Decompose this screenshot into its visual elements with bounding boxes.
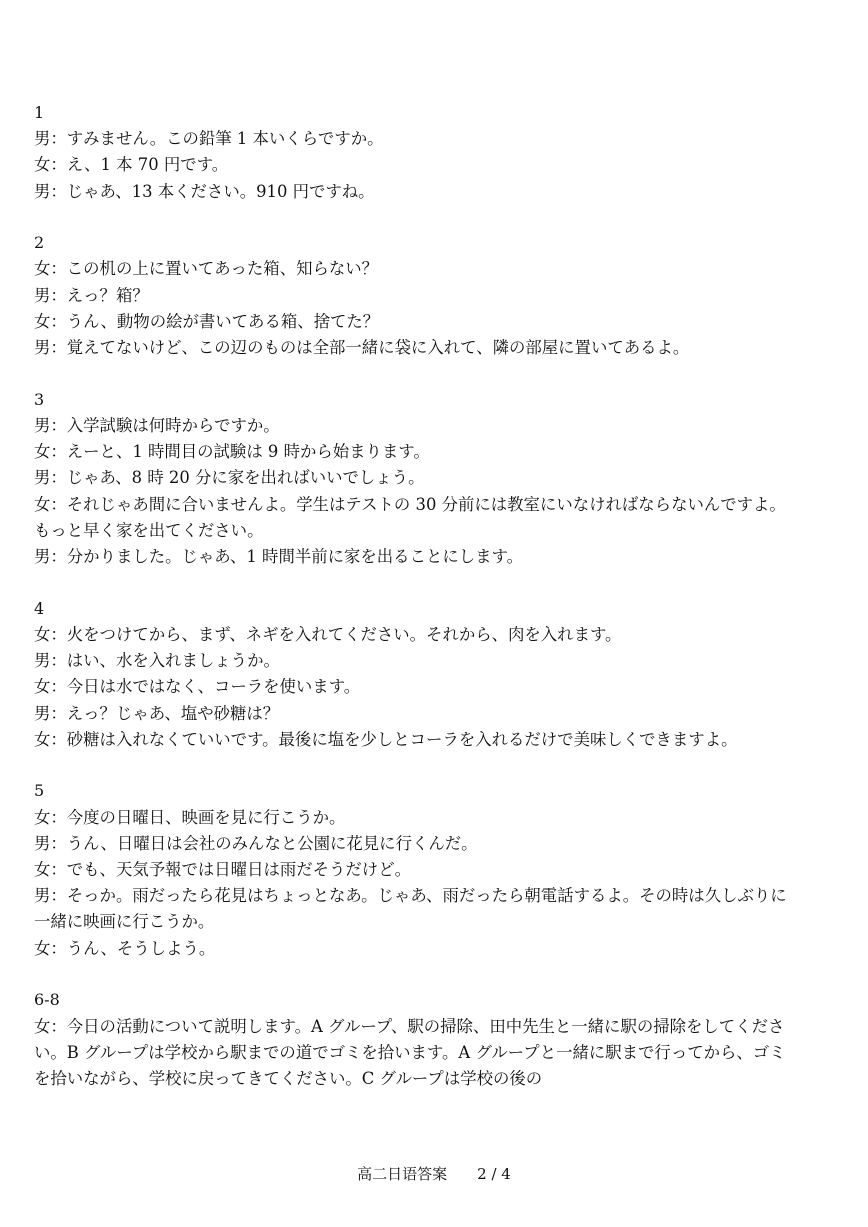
dialogue-line: 女：うん、そうしよう。 [34, 938, 216, 958]
dialogue-line: 男：じゃあ、8 時 20 分に家を出ればいいでしょう。 [34, 468, 425, 488]
dialogue-section-2 [34, 230, 794, 361]
dialogue-line: 女：今日は水ではなく、コーラを使います。 [34, 677, 361, 697]
dialogue-line: 男：じゃあ、13 本ください。910 円ですね。 [34, 181, 375, 201]
section-number: 3 [34, 389, 45, 409]
dialogue-line: 男：えっ？箱？ [34, 285, 149, 305]
dialogue-section-3 [34, 387, 794, 570]
dialogue-line: 女：砂糖は入れなくていいです。最後に塩を少しとコーラを入れるだけで美味しくできますよ。 [34, 729, 738, 749]
dialogue-line: 男：入学試験は何時からですか。 [34, 415, 280, 435]
dialogue-line: 女：それじゃあ間に合いませんよ。学生はテストの 30 分前には教室にいなければならないんですよ。もっと早く家を出てください。 [34, 494, 786, 540]
footer-title: 高二日语答案 [357, 1165, 448, 1183]
page-footer [0, 1163, 868, 1185]
dialogue-section-6-8 [34, 987, 794, 1092]
dialogue-line: 女：え、1 本 70 円です。 [34, 155, 229, 175]
section-number: 6-8 [34, 990, 60, 1010]
section-number: 2 [34, 233, 45, 253]
dialogue-line: 女：火をつけてから、まず、ネギを入れてください。それから、肉を入れます。 [34, 624, 622, 644]
section-number: 5 [34, 781, 45, 801]
dialogue-line: 男：覚えてないけど、この辺のものは全部一緒に袋に入れて、隣の部屋に置いてあるよ。 [34, 338, 690, 358]
dialogue-line: 男：そっか。雨だったら花見はちょっとなあ。じゃあ、雨だったら朝電話するよ。その時は久しぶりに一緒に映画に行こうか。 [34, 886, 787, 932]
dialogue-line: 女：今度の日曜日、映画を見に行こうか。 [34, 807, 346, 827]
dialogue-line: 男：すみません。この鉛筆 1 本いくらですか。 [34, 129, 384, 149]
dialogue-line: 女：この机の上に置いてあった箱、知らない？ [34, 259, 379, 279]
dialogue-section-5 [34, 778, 794, 961]
dialogue-line: 女：でも、天気予報では日曜日は雨だそうだけど。 [34, 860, 411, 879]
dialogue-section-4 [34, 596, 794, 753]
dialogue-line: 男：はい、水を入れましょうか。 [34, 651, 280, 671]
dialogue-line: 男：うん、日曜日は会社のみんなと公園に花見に行くんだ。 [34, 833, 478, 853]
dialogue-line: 女：今日の活動について説明します。A グループ、駅の掃除、田中先生と一緒に駅の掃除をしてください。B グループは学校から駅までの道でゴミを拾います。A グループと一緒に駅まで行ってから、ゴミを拾いながら、学校に戻ってきてください。C グループは学校の後の [34, 1016, 786, 1088]
dialogue-line: 男：えっ？じゃあ、塩や砂糖は？ [34, 703, 280, 723]
transcript-content [34, 100, 794, 1118]
dialogue-line: 男：分かりました。じゃあ、1 時間半前に家を出ることにします。 [34, 547, 523, 566]
dialogue-line: 女：うん、動物の絵が書いてある箱、捨てた？ [34, 311, 380, 331]
page-number: 2 / 4 [477, 1165, 511, 1183]
dialogue-section-1 [34, 100, 794, 205]
section-number: 4 [34, 598, 45, 618]
section-number: 1 [34, 103, 45, 122]
dialogue-line: 女：えーと、1 時間目の試験は 9 時から始まります。 [34, 442, 430, 462]
